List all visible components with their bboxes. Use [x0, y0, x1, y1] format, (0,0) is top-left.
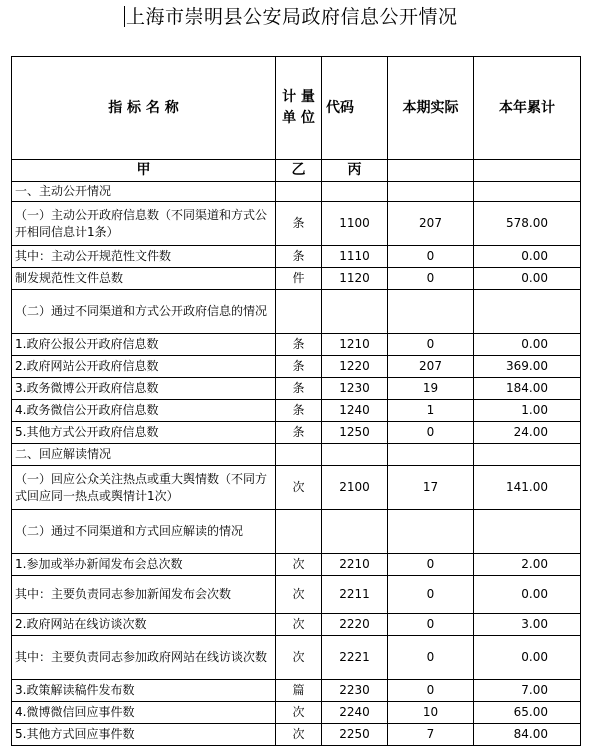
header-cumulative: 本年累计 [474, 57, 581, 160]
document-title [124, 2, 458, 29]
code-cell: 2230 [322, 680, 388, 702]
indicator-cell: 2.政府网站在线访谈次数 [12, 614, 276, 636]
code-cell [322, 182, 388, 202]
document-title-text: 上海市崇明县公安局政府信息公开情况 [126, 6, 458, 28]
header-row [12, 57, 581, 160]
table-row [12, 614, 581, 636]
table-body [12, 57, 581, 746]
cumulative-value-cell: 84.00 [474, 724, 581, 746]
unit-cell: 条 [276, 378, 322, 400]
subheader-cumulative-empty [474, 160, 581, 182]
table-row [12, 182, 581, 202]
code-cell: 2250 [322, 724, 388, 746]
indicator-cell: （二）通过不同渠道和方式公开政府信息的情况 [12, 290, 276, 334]
cumulative-value-cell [474, 510, 581, 554]
unit-cell [276, 290, 322, 334]
current-value-cell: 207 [388, 202, 474, 246]
table-row [12, 680, 581, 702]
unit-cell: 件 [276, 268, 322, 290]
unit-cell [276, 510, 322, 554]
code-cell: 2240 [322, 702, 388, 724]
unit-cell [276, 444, 322, 466]
header-indicator: 指 标 名 称 [12, 57, 276, 160]
unit-cell: 次 [276, 702, 322, 724]
code-cell: 1220 [322, 356, 388, 378]
unit-cell: 次 [276, 466, 322, 510]
indicator-cell: 5.其他方式回应事件数 [12, 724, 276, 746]
unit-cell [276, 182, 322, 202]
indicator-cell: 其中：主要负责同志参加新闻发布会次数 [12, 576, 276, 614]
cumulative-value-cell: 2.00 [474, 554, 581, 576]
code-cell: 1230 [322, 378, 388, 400]
code-cell: 1100 [322, 202, 388, 246]
current-value-cell: 207 [388, 356, 474, 378]
unit-cell: 篇 [276, 680, 322, 702]
current-value-cell [388, 290, 474, 334]
text-cursor [124, 6, 125, 27]
indicator-cell: 2.政府网站公开政府信息数 [12, 356, 276, 378]
table-row [12, 576, 581, 614]
current-value-cell: 0 [388, 576, 474, 614]
table-row [12, 334, 581, 356]
table-row [12, 554, 581, 576]
cumulative-value-cell: 369.00 [474, 356, 581, 378]
subheader-bing: 丙 [322, 160, 388, 182]
unit-cell: 次 [276, 636, 322, 680]
current-value-cell: 0 [388, 268, 474, 290]
indicator-cell: 其中：主要负责同志参加政府网站在线访谈次数 [12, 636, 276, 680]
cumulative-value-cell [474, 290, 581, 334]
cumulative-value-cell: 0.00 [474, 636, 581, 680]
cumulative-value-cell: 7.00 [474, 680, 581, 702]
cumulative-value-cell: 141.00 [474, 466, 581, 510]
unit-cell: 条 [276, 202, 322, 246]
table-row [12, 510, 581, 554]
indicator-cell: 1.政府公报公开政府信息数 [12, 334, 276, 356]
current-value-cell [388, 510, 474, 554]
table-row [12, 702, 581, 724]
indicator-cell: （一）主动公开政府信息数（不同渠道和方式公开相同信息计1条） [12, 202, 276, 246]
indicator-cell: 4.政务微信公开政府信息数 [12, 400, 276, 422]
unit-cell: 条 [276, 246, 322, 268]
subheader-row [12, 160, 581, 182]
cumulative-value-cell: 0.00 [474, 246, 581, 268]
code-cell: 1210 [322, 334, 388, 356]
current-value-cell: 0 [388, 554, 474, 576]
code-cell: 1120 [322, 268, 388, 290]
current-value-cell: 17 [388, 466, 474, 510]
current-value-cell: 1 [388, 400, 474, 422]
indicator-cell: 制发规范性文件总数 [12, 268, 276, 290]
table-row [12, 724, 581, 746]
current-value-cell: 0 [388, 680, 474, 702]
indicator-cell: （二）通过不同渠道和方式回应解读的情况 [12, 510, 276, 554]
indicator-cell: （一）回应公众关注热点或重大舆情数（不同方式回应同一热点或舆情计1次） [12, 466, 276, 510]
header-unit [276, 57, 322, 160]
table-row [12, 636, 581, 680]
table-row [12, 290, 581, 334]
table-row [12, 356, 581, 378]
code-cell: 2220 [322, 614, 388, 636]
statistics-table [11, 56, 581, 746]
indicator-cell: 3.政策解读稿件发布数 [12, 680, 276, 702]
header-unit-text: 计 量 单 位 [282, 89, 315, 126]
unit-cell: 条 [276, 356, 322, 378]
table-row [12, 202, 581, 246]
indicator-cell: 一、主动公开情况 [12, 182, 276, 202]
subheader-current-empty [388, 160, 474, 182]
unit-cell: 次 [276, 554, 322, 576]
current-value-cell [388, 444, 474, 466]
cumulative-value-cell: 1.00 [474, 400, 581, 422]
header-current: 本期实际 [388, 57, 474, 160]
table-row [12, 422, 581, 444]
current-value-cell: 10 [388, 702, 474, 724]
unit-cell: 次 [276, 576, 322, 614]
current-value-cell [388, 182, 474, 202]
cumulative-value-cell [474, 444, 581, 466]
table-row [12, 268, 581, 290]
cumulative-value-cell: 0.00 [474, 334, 581, 356]
indicator-cell: 4.微博微信回应事件数 [12, 702, 276, 724]
unit-cell: 条 [276, 422, 322, 444]
code-cell: 2211 [322, 576, 388, 614]
unit-cell: 条 [276, 400, 322, 422]
indicator-cell: 1.参加或举办新闻发布会总次数 [12, 554, 276, 576]
code-cell: 1250 [322, 422, 388, 444]
indicator-cell: 3.政务微博公开政府信息数 [12, 378, 276, 400]
unit-cell: 次 [276, 724, 322, 746]
current-value-cell: 0 [388, 422, 474, 444]
current-value-cell: 7 [388, 724, 474, 746]
code-cell: 1240 [322, 400, 388, 422]
indicator-cell: 其中：主动公开规范性文件数 [12, 246, 276, 268]
subheader-jia: 甲 [12, 160, 276, 182]
code-cell: 1110 [322, 246, 388, 268]
code-cell [322, 290, 388, 334]
cumulative-value-cell: 24.00 [474, 422, 581, 444]
unit-cell: 次 [276, 614, 322, 636]
current-value-cell: 0 [388, 636, 474, 680]
table-row [12, 246, 581, 268]
code-cell: 2100 [322, 466, 388, 510]
table-row [12, 444, 581, 466]
code-cell [322, 510, 388, 554]
table-row [12, 400, 581, 422]
code-cell: 2210 [322, 554, 388, 576]
cumulative-value-cell: 3.00 [474, 614, 581, 636]
cumulative-value-cell: 184.00 [474, 378, 581, 400]
current-value-cell: 19 [388, 378, 474, 400]
subheader-yi: 乙 [276, 160, 322, 182]
header-code: 代码 [322, 57, 388, 160]
current-value-cell: 0 [388, 246, 474, 268]
unit-cell: 条 [276, 334, 322, 356]
cumulative-value-cell: 65.00 [474, 702, 581, 724]
indicator-cell: 5.其他方式公开政府信息数 [12, 422, 276, 444]
code-cell: 2221 [322, 636, 388, 680]
cumulative-value-cell [474, 182, 581, 202]
current-value-cell: 0 [388, 334, 474, 356]
cumulative-value-cell: 0.00 [474, 576, 581, 614]
table-row [12, 378, 581, 400]
code-cell [322, 444, 388, 466]
current-value-cell: 0 [388, 614, 474, 636]
cumulative-value-cell: 578.00 [474, 202, 581, 246]
cumulative-value-cell: 0.00 [474, 268, 581, 290]
indicator-cell: 二、回应解读情况 [12, 444, 276, 466]
table-row [12, 466, 581, 510]
